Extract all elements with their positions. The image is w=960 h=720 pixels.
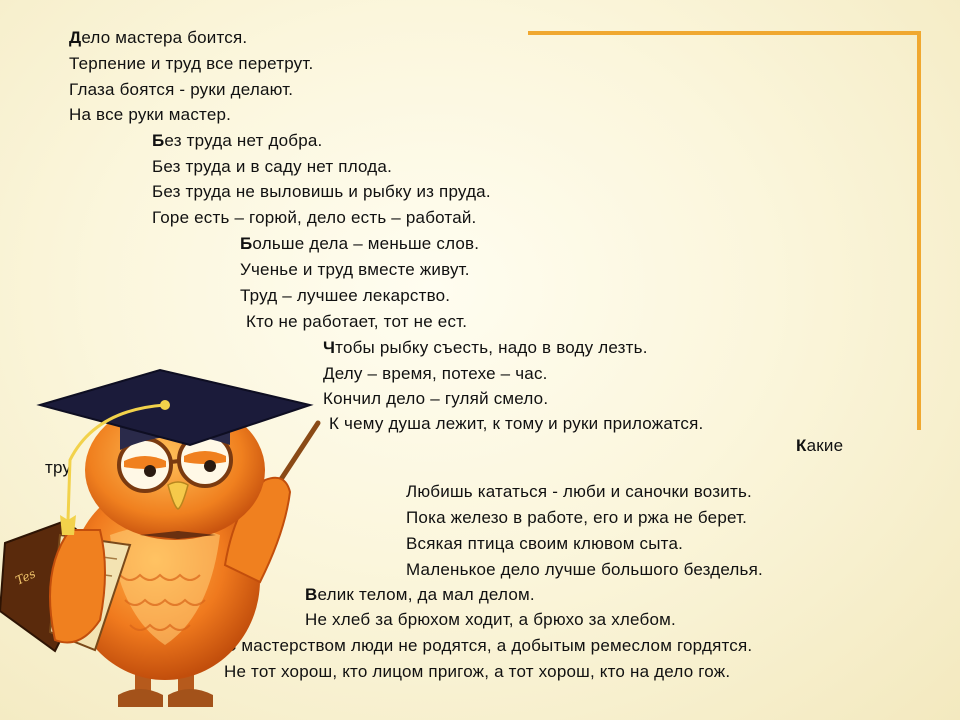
proverb-line: К чему душа лежит, к тому и руки приложатся. — [329, 414, 704, 433]
proverb-line: Всякая птица своим клювом сыта. — [406, 534, 684, 553]
proverb-line: Терпение и труд все перетрут. — [69, 54, 314, 73]
proverb-line: Труд – лучшее лекарство. — [240, 286, 451, 305]
proverb-line: Пока железо в работе, его и ржа не берет. — [406, 508, 748, 527]
proverb-line: Глаза боятся - руки делают. — [69, 80, 294, 99]
proverb-line: Чтобы рыбку съесть, надо в воду лезть. — [323, 338, 648, 357]
proverb-line: Не хлеб за брюхом ходит, а брюхо за хлебом. — [305, 610, 676, 629]
proverb-line: Любишь кататься - люби и саночки возить. — [406, 482, 752, 501]
proverb-line: Не тот хорош, кто лицом пригож, а тот хорош, кто на дело гож. — [224, 662, 731, 681]
proverb-line: Какие — [796, 436, 844, 455]
proverb-line: Без труда и в саду нет плода. — [152, 157, 392, 176]
proverb-line: мастерством люди не родятся, а добытым ремеслом гордятся. — [236, 636, 753, 655]
proverb-line: Маленькое дело лучше большого безделья. — [406, 560, 763, 579]
proverb-line: Горе есть – горюй, дело есть – работай. — [152, 208, 477, 227]
proverb-line: Велик телом, да мал делом. — [305, 585, 535, 604]
proverb-line: Делу – время, потехе – час. — [323, 364, 548, 383]
proverb-line: Кто не работает, тот не ест. — [246, 312, 468, 331]
proverb-line: Ученье и труд вместе живут. — [240, 260, 470, 279]
proverb-line: Дело мастера боится. — [69, 28, 248, 47]
proverb-line: Кончил дело – гуляй смело. — [323, 389, 549, 408]
proverb-line: Без труда нет добра. — [152, 131, 323, 150]
proverb-line: Больше дела – меньше слов. — [240, 234, 480, 253]
book-cover-text: Tes — [13, 566, 38, 588]
owl-professor-illustration — [0, 365, 330, 720]
proverb-line-fragment: тру — [45, 458, 72, 477]
proverb-line: Без труда не выловишь и рыбку из пруда. — [152, 182, 491, 201]
proverb-line: На все руки мастер. — [69, 105, 232, 124]
